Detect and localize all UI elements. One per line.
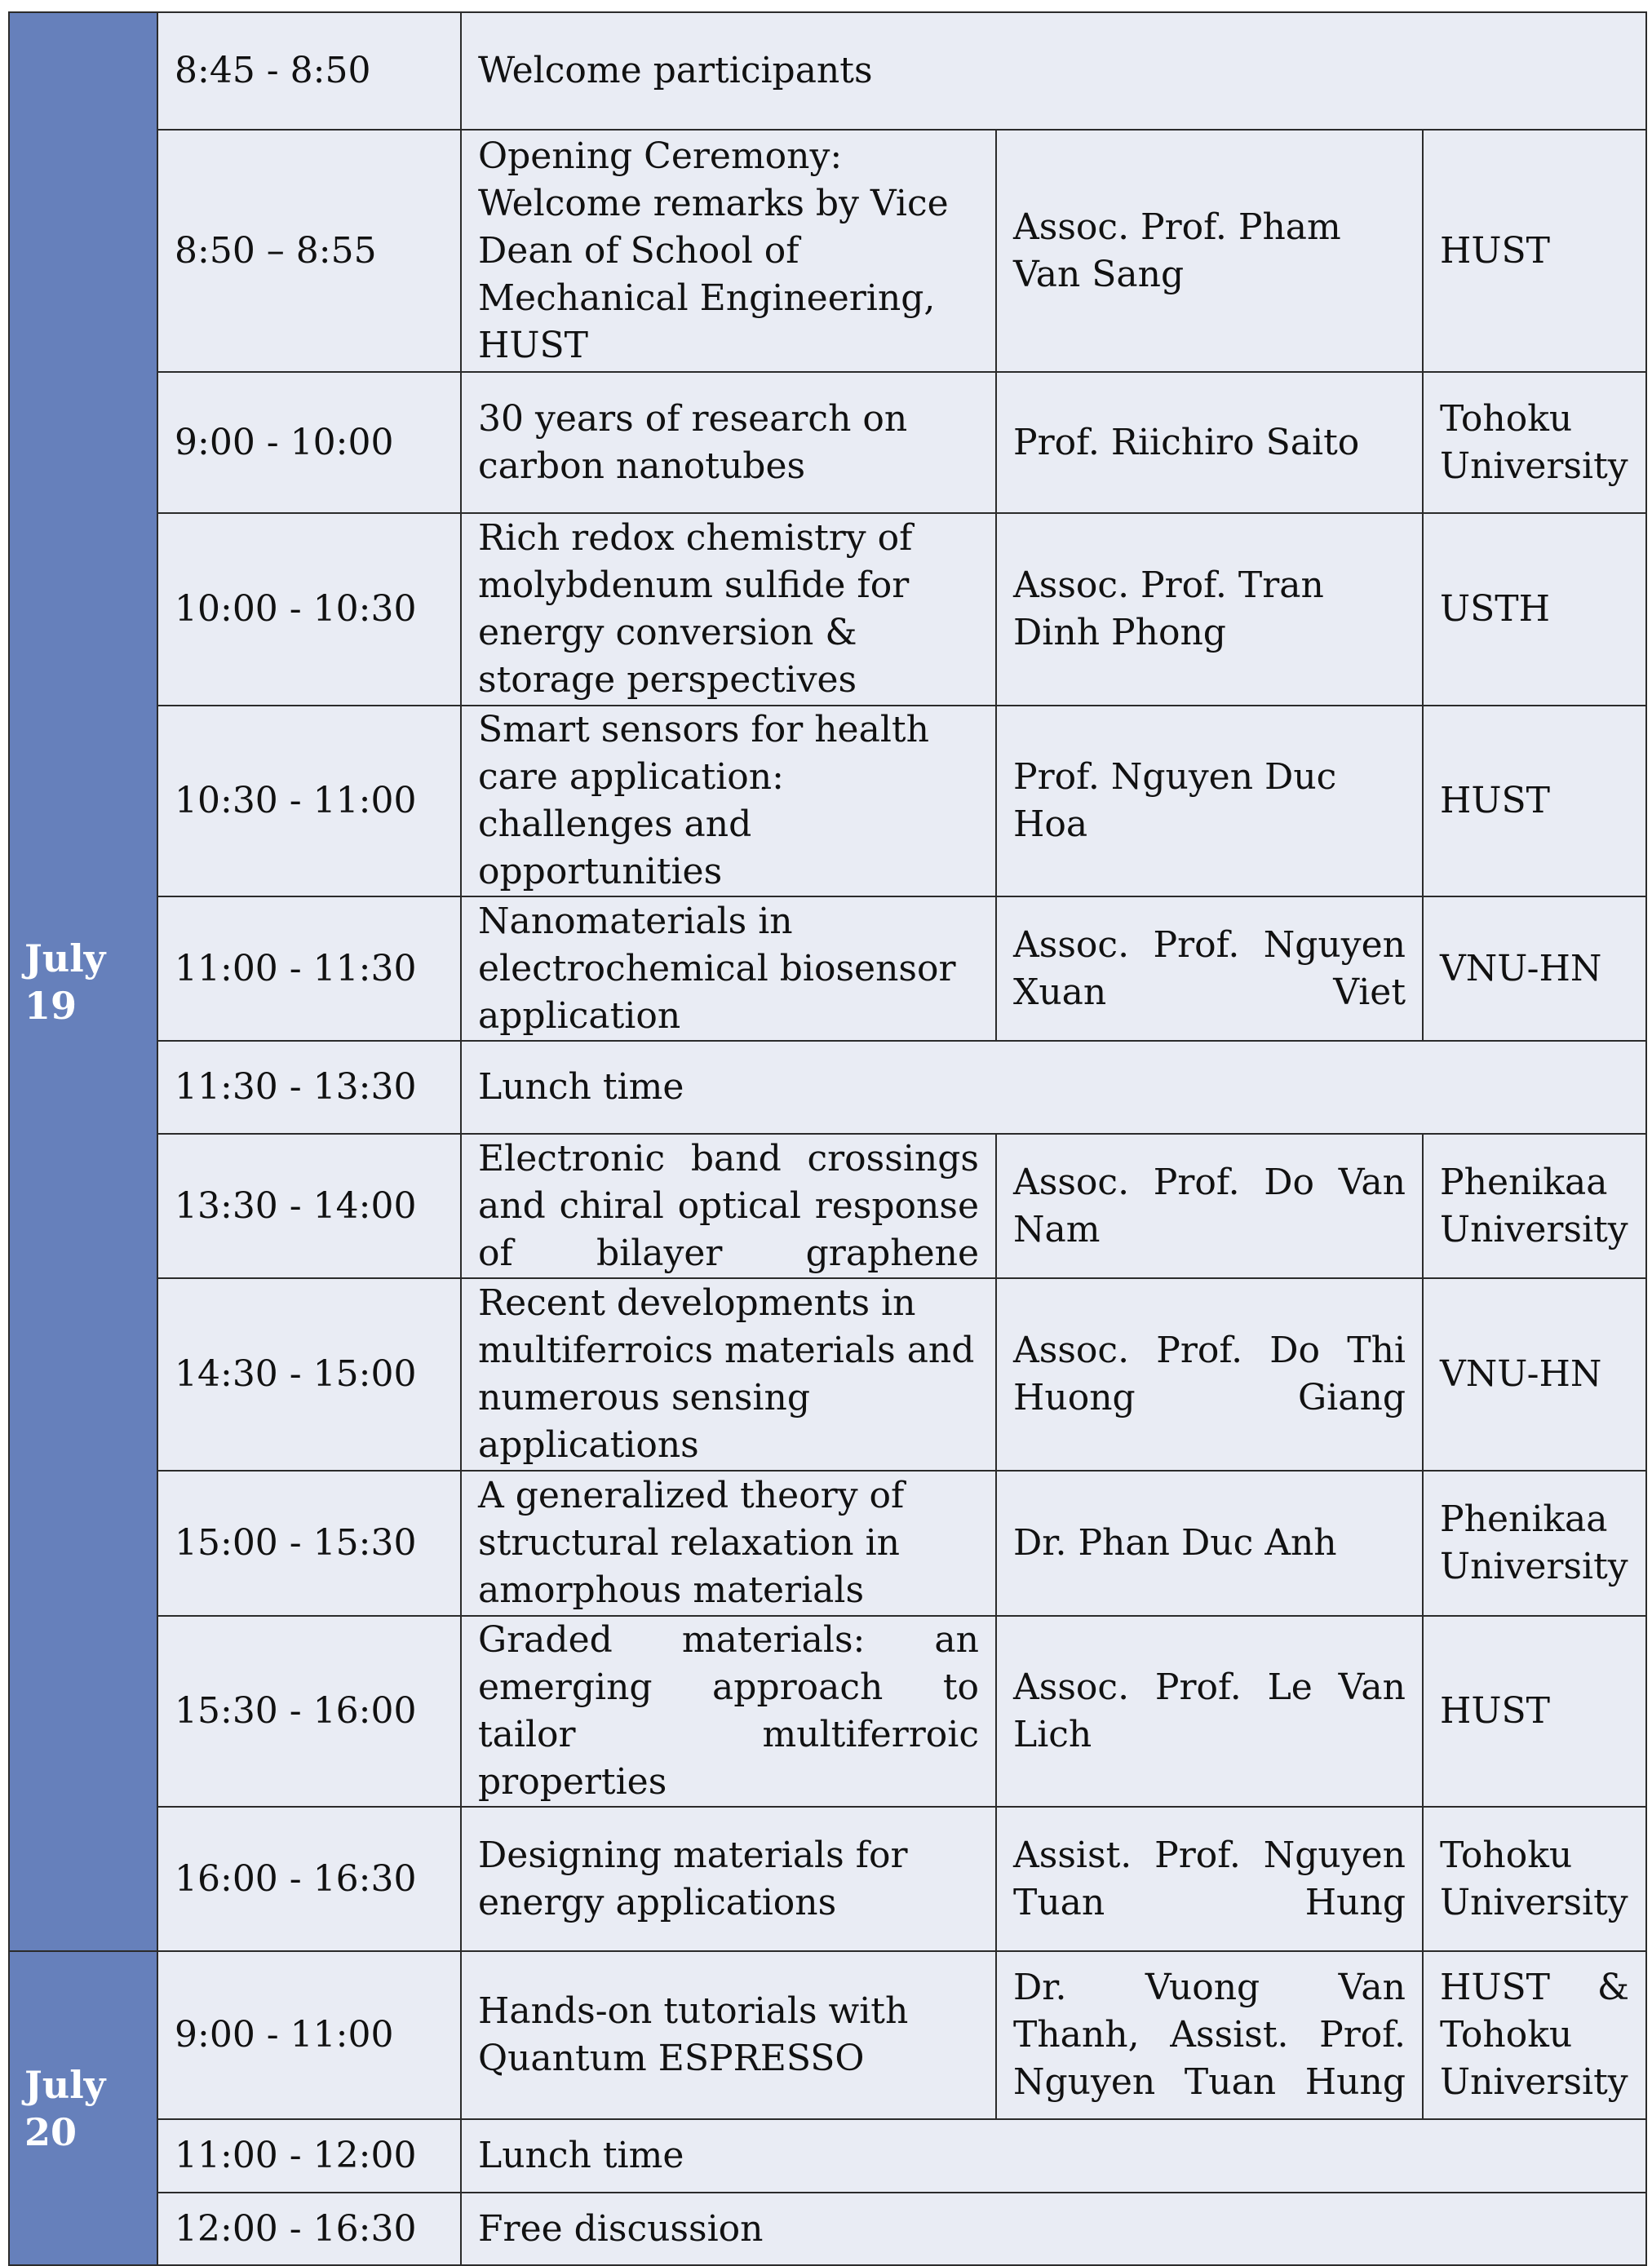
time-cell: 11:00 - 12:00: [157, 2119, 461, 2193]
affiliation-cell: Phenikaa University: [1423, 1471, 1646, 1616]
title-cell: Graded materials: an emerging approach to tailor multiferroic properties: [461, 1616, 996, 1807]
schedule-row: [9, 372, 1646, 513]
affiliation-cell: VNU-HN: [1423, 1278, 1646, 1471]
time-cell: 15:30 - 16:00: [157, 1616, 461, 1807]
affiliation-cell: HUST: [1423, 1616, 1646, 1807]
schedule-row: [9, 1951, 1646, 2119]
conference-schedule-table: [8, 11, 1647, 2266]
day-number: 20: [24, 2109, 78, 2154]
event-cell: Welcome participants: [461, 12, 1646, 130]
schedule-body: [9, 12, 1646, 2265]
affiliation-cell: Tohoku University: [1423, 372, 1646, 513]
speaker-cell: Assoc. Prof. Tran Dinh Phong: [996, 513, 1423, 706]
time-cell: 13:30 - 14:00: [157, 1134, 461, 1278]
affiliation-cell: Phenikaa University: [1423, 1134, 1646, 1278]
title-cell: Recent developments in multiferroics materials and numerous sensing applications: [461, 1278, 996, 1471]
speaker-cell: Assoc. Prof. Pham Van Sang: [996, 130, 1423, 372]
speaker-cell: Assoc. Prof. Nguyen Xuan Viet: [996, 896, 1423, 1041]
speaker-cell: Assoc. Prof. Le Van Lich: [996, 1616, 1423, 1807]
day-number: 19: [24, 983, 78, 1028]
affiliation-cell: VNU-HN: [1423, 896, 1646, 1041]
schedule-row: [9, 1616, 1646, 1807]
title-cell: Nanomaterials in electrochemical biosensor application: [461, 896, 996, 1041]
speaker-cell: Prof. Nguyen Duc Hoa: [996, 706, 1423, 896]
affiliation-cell: HUST: [1423, 130, 1646, 372]
title-cell: Rich redox chemistry of molybdenum sulfide for energy conversion & storage perspectives: [461, 513, 996, 706]
schedule-row: [9, 2193, 1646, 2265]
time-cell: 16:00 - 16:30: [157, 1807, 461, 1951]
event-cell: Lunch time: [461, 2119, 1646, 2193]
schedule-row: [9, 1278, 1646, 1471]
schedule-row: [9, 130, 1646, 372]
affiliation-cell: HUST: [1423, 706, 1646, 896]
time-cell: 12:00 - 16:30: [157, 2193, 461, 2265]
title-cell: Designing materials for energy applications: [461, 1807, 996, 1951]
day-cell: [9, 12, 157, 1951]
title-cell: Smart sensors for health care application: challenges and opportunities: [461, 706, 996, 896]
schedule-row: [9, 896, 1646, 1041]
affiliation-cell: USTH: [1423, 513, 1646, 706]
schedule-row: [9, 1041, 1646, 1134]
schedule-row: [9, 1807, 1646, 1951]
title-cell: Opening Ceremony: Welcome remarks by Vice Dean of School of Mechanical Engineering, HUST: [461, 130, 996, 372]
time-cell: 14:30 - 15:00: [157, 1278, 461, 1471]
time-cell: 10:00 - 10:30: [157, 513, 461, 706]
speaker-cell: Dr. Vuong Van Thanh, Assist. Prof. Nguyen Tuan Hung: [996, 1951, 1423, 2119]
event-cell: Free discussion: [461, 2193, 1646, 2265]
speaker-cell: Assoc. Prof. Do Thi Huong Giang: [996, 1278, 1423, 1471]
title-cell: Electronic band crossings and chiral optical response of bilayer graphene: [461, 1134, 996, 1278]
speaker-cell: Dr. Phan Duc Anh: [996, 1471, 1423, 1616]
schedule-row: [9, 513, 1646, 706]
speaker-cell: Assoc. Prof. Do Van Nam: [996, 1134, 1423, 1278]
event-cell: Lunch time: [461, 1041, 1646, 1134]
time-cell: 9:00 - 10:00: [157, 372, 461, 513]
schedule-row: [9, 1134, 1646, 1278]
time-cell: 8:50 – 8:55: [157, 130, 461, 372]
schedule-row: [9, 706, 1646, 896]
schedule-row: [9, 1471, 1646, 1616]
time-cell: 11:30 - 13:30: [157, 1041, 461, 1134]
affiliation-cell: Tohoku University: [1423, 1807, 1646, 1951]
time-cell: 10:30 - 11:00: [157, 706, 461, 896]
schedule-row: [9, 12, 1646, 130]
time-cell: 9:00 - 11:00: [157, 1951, 461, 2119]
affiliation-cell: HUST & Tohoku University: [1423, 1951, 1646, 2119]
speaker-cell: Assist. Prof. Nguyen Tuan Hung: [996, 1807, 1423, 1951]
day-month: July: [24, 936, 106, 980]
time-cell: 8:45 - 8:50: [157, 12, 461, 130]
time-cell: 11:00 - 11:30: [157, 896, 461, 1041]
title-cell: A generalized theory of structural relaxation in amorphous materials: [461, 1471, 996, 1616]
speaker-cell: Prof. Riichiro Saito: [996, 372, 1423, 513]
day-month: July: [24, 2062, 106, 2107]
time-cell: 15:00 - 15:30: [157, 1471, 461, 1616]
day-cell: [9, 1951, 157, 2265]
title-cell: 30 years of research on carbon nanotubes: [461, 372, 996, 513]
title-cell: Hands-on tutorials with Quantum ESPRESSO: [461, 1951, 996, 2119]
